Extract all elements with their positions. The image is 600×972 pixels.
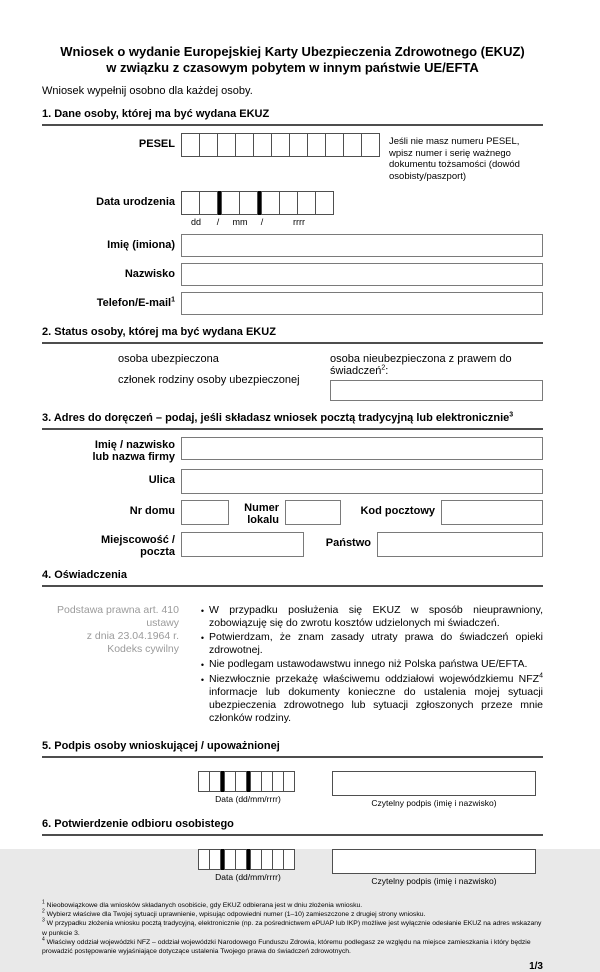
- date-separator: [247, 771, 250, 792]
- pesel-cell[interactable]: [307, 133, 326, 157]
- phone-email-label: Telefon/E-mail$^1$: [96, 296, 175, 309]
- dob-dd-label: dd: [190, 217, 201, 227]
- recipient-name-label: Imię / nazwisko lub nazwa firmy: [92, 439, 175, 463]
- section-2-heading: 2. Status osoby, której ma być wydana EKUZ: [42, 326, 543, 344]
- status-option-insured[interactable]: osoba ubezpieczona: [118, 353, 219, 365]
- dob-cell[interactable]: [221, 191, 240, 215]
- declaration-item: • Niezwłocznie przekażę właściwemu oddziałowi wojewódzkiemu NFZ$^4$ informacje lub dokumenty konieczne do ustalenia mojej sytuacji ubezpieczenia zdrowotnego lub sytuacji zgłoszonych przeze mnie członków rodziny.: [196, 673, 543, 725]
- date-cell[interactable]: [235, 849, 247, 870]
- signature-date-caption: Data (dd/mm/rrrr): [215, 794, 281, 804]
- pesel-cell[interactable]: [199, 133, 218, 157]
- date-separator: [247, 849, 250, 870]
- applicant-signature-row: [42, 771, 543, 808]
- pesel-cell[interactable]: [343, 133, 362, 157]
- section-1-heading: 1. Dane osoby, której ma być wydana EKUZ: [42, 108, 543, 126]
- pickup-date-caption: Data (dd/mm/rrrr): [215, 872, 281, 882]
- page-number: 1/3: [529, 961, 543, 972]
- date-separator: [221, 849, 224, 870]
- dob-cell[interactable]: [261, 191, 280, 215]
- pesel-cell[interactable]: [253, 133, 272, 157]
- dob-cell[interactable]: [239, 191, 258, 215]
- section-3-footnote-marker: 3: [509, 411, 514, 419]
- date-cell[interactable]: [209, 771, 221, 792]
- pickup-signature-caption: Czytelny podpis (imię i nazwisko): [371, 876, 497, 886]
- uninsured-footnote-marker: 2: [381, 364, 386, 372]
- pesel-cell[interactable]: [361, 133, 380, 157]
- last-name-input[interactable]: [181, 263, 543, 286]
- pesel-hint: Jeśli nie masz numeru PESEL, wpisz numer i serię ważnego dokumentu tożsamości (dowód osobisty/paszport): [389, 136, 520, 182]
- bullet-icon: •: [200, 675, 205, 685]
- phone-email-input[interactable]: [181, 292, 543, 315]
- footnote: $^3$ W przypadku złożenia wniosku pocztą tradycyjną, elektronicznie (np. za pośrednictwem ePUAP lub IKP) możliwe jest wyłącznie odesłanie EKUZ na adres wskazany w punkcie 3.: [42, 918, 542, 937]
- status-option-family-member[interactable]: członek rodziny osoby ubezpieczonej: [118, 374, 300, 386]
- first-name-input[interactable]: [181, 234, 543, 257]
- footnote: $^1$ Nieobowiązkowe dla wniosków składanych osobiście, gdy EKUZ odbierana jest w dniu złożenia wniosku.: [42, 899, 363, 909]
- house-number-input[interactable]: [181, 500, 229, 525]
- apartment-number-input[interactable]: [285, 500, 341, 525]
- dob-group: [181, 191, 334, 227]
- city-label: Miejscowość / poczta: [101, 534, 175, 558]
- pickup-signature-input[interactable]: [332, 849, 536, 874]
- pesel-cell[interactable]: [271, 133, 290, 157]
- dob-separator: [258, 191, 261, 215]
- section-4-heading: 4. Oświadczenia: [42, 569, 543, 587]
- form-title: [42, 44, 543, 76]
- bullet-icon: •: [200, 633, 205, 643]
- pesel-cell[interactable]: [235, 133, 254, 157]
- declarations: [42, 604, 543, 726]
- declaration-item: • Nie podlegam ustawodawstwu innego niż Polska państwa UE/EFTA.: [196, 658, 543, 672]
- last-name-label: Nazwisko: [124, 268, 175, 280]
- date-cell[interactable]: [283, 849, 295, 870]
- nfz-footnote-marker: 4: [539, 672, 543, 680]
- pickup-date-grid: [198, 849, 298, 870]
- legal-basis-text: Podstawa prawna art. 410 ustawy z dnia 23.04.1964 r. Kodeks cywilny: [57, 604, 179, 655]
- date-cell[interactable]: [209, 849, 221, 870]
- dob-separator: [218, 191, 221, 215]
- date-cell[interactable]: [235, 771, 247, 792]
- footnote: $^2$ Wybierz właściwe dla Twojej sytuacji uprawnienie, wpisując odpowiedni numer (1–10) zamieszczone z drugiej strony wniosku.: [42, 908, 426, 919]
- pesel-grid: [181, 133, 380, 157]
- apartment-number-label: Numer lokalu: [244, 502, 279, 526]
- status-options: [42, 353, 543, 401]
- dob-grid: [181, 191, 334, 215]
- country-input[interactable]: [377, 532, 543, 557]
- pesel-cell[interactable]: [325, 133, 344, 157]
- section-3-heading: 3. Adres do doręczeń – podaj, jeśli składasz wniosek pocztą tradycyjną lub elektronicznie$^3$: [42, 412, 543, 430]
- footnote: $^4$ Właściwy oddział wojewódzki NFZ – oddział wojewódzki Narodowego Funduszu Zdrowia, któremu podlegasz ze względu na miejsce zamieszkania i który będzie prowadzić postępowanie wyjaśniające dotyczące ustalenia Twojego prawa do świadczeń zdrowotnych.: [42, 936, 531, 956]
- postal-code-input[interactable]: [441, 500, 543, 525]
- dob-cell[interactable]: [297, 191, 316, 215]
- recipient-name-input[interactable]: [181, 437, 543, 460]
- dob-format-labels: [181, 217, 334, 227]
- pickup-confirmation-row: [42, 849, 543, 886]
- form-title-line2: w związku z czasowym pobytem w innym państwie UE/EFTA: [106, 60, 479, 75]
- dob-yyyy-label: rrrr: [293, 217, 305, 227]
- postal-code-label: Kod pocztowy: [360, 505, 435, 517]
- signature-date-grid: [198, 771, 298, 792]
- pesel-cell[interactable]: [217, 133, 236, 157]
- country-label: Państwo: [325, 537, 371, 549]
- intro-text: Wniosek wypełnij osobno dla każdej osoby.: [42, 85, 253, 97]
- dob-cell[interactable]: [181, 191, 200, 215]
- dob-cell[interactable]: [199, 191, 218, 215]
- date-cell[interactable]: [283, 771, 295, 792]
- footnotes: [42, 901, 543, 956]
- first-name-label: Imię (imiona): [107, 239, 175, 251]
- uninsured-entitlement-input[interactable]: [330, 380, 543, 401]
- dob-label: Data urodzenia: [96, 196, 175, 208]
- phone-footnote-marker: 1: [171, 296, 175, 304]
- street-input[interactable]: [181, 469, 543, 494]
- pesel-cell[interactable]: [289, 133, 308, 157]
- section-5-heading: 5. Podpis osoby wnioskującej / upoważnionej: [42, 740, 543, 758]
- street-label: Ulica: [148, 474, 175, 486]
- status-option-uninsured-label: osoba nieubezpieczona z prawem do świadczeń$^2$:: [330, 353, 512, 377]
- dob-cell[interactable]: [315, 191, 334, 215]
- bullet-icon: •: [200, 660, 205, 670]
- declaration-item: • Potwierdzam, że znam zasady utraty prawa do świadczeń opieki zdrowotnej.: [196, 631, 543, 657]
- dob-mm-label: mm: [232, 217, 248, 227]
- bullet-icon: •: [200, 606, 205, 616]
- city-input[interactable]: [181, 532, 304, 557]
- dob-slash: /: [216, 217, 220, 227]
- section-6-heading: 6. Potwierdzenie odbioru osobistego: [42, 818, 543, 836]
- applicant-signature-caption: Czytelny podpis (imię i nazwisko): [371, 798, 497, 808]
- applicant-signature-input[interactable]: [332, 771, 536, 796]
- dob-slash: /: [260, 217, 264, 227]
- house-number-label: Nr domu: [129, 505, 175, 517]
- pesel-label: PESEL: [138, 138, 175, 150]
- date-separator: [221, 771, 224, 792]
- form-title-line1: Wniosek o wydanie Europejskiej Karty Ubezpieczenia Zdrowotnego (EKUZ): [60, 44, 525, 59]
- declaration-item: • W przypadku posłużenia się EKUZ w sposób nieuprawniony, zobowiązuję się do zwrotu kosztów udzielonych mi świadczeń.: [196, 604, 543, 630]
- pesel-cell[interactable]: [181, 133, 200, 157]
- dob-cell[interactable]: [279, 191, 298, 215]
